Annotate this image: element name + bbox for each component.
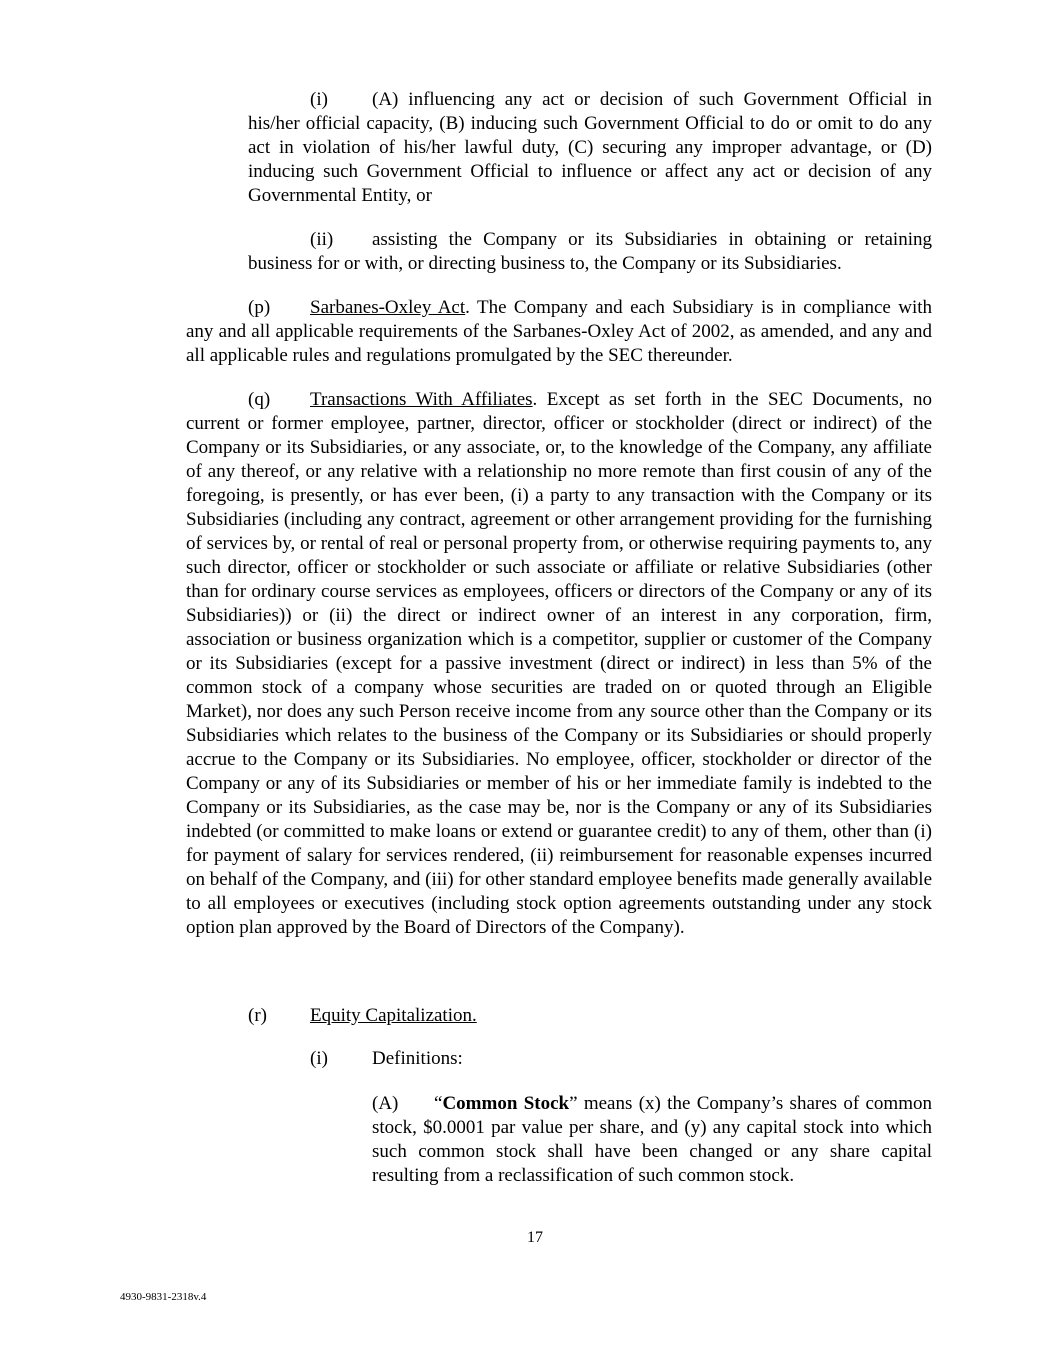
paragraph-text: Definitions: xyxy=(372,1048,463,1069)
section-heading: Sarbanes-Oxley Act xyxy=(310,297,466,318)
paragraph-o-ii xyxy=(248,228,932,276)
paragraph-number: (i) xyxy=(310,89,328,110)
section-number: (p) xyxy=(248,297,271,318)
section-heading: Transactions With Affiliates xyxy=(310,389,533,410)
page-number: 17 xyxy=(527,1229,543,1246)
section-text: . Except as set forth in the SEC Documents, no current or former employee, partner, director, officer or stockholder (direct or indirect) of the Company or its Subsidiaries, or any associate, or, to the knowledge of the Company, any affiliate of any thereof, or any relative with a relationship no more remote than first cousin of any of the foregoing, is presently, or has ever been, (i) a party to any transaction with the Company or its Subsidiaries (including any contract, agreement or other arrangement providing for the furnishing of services by, or rental of real or personal property from, or otherwise requiring payments to, any such director, officer or stockholder or such associate or affiliate or relative Subsidiaries (other than for ordinary course services as employees, officers or directors of the Company or any of its Subsidiaries)) or (ii) the direct or indirect owner of an interest in any corporation, firm, association or business organization which is a competitor, supplier or customer of the Company or its Subsidiaries (except for a passive investment (direct or indirect) in less than 5% of the common stock of a company whose securities are traded on or quoted through an Eligible Market), nor does any such Person receive income from any source other than the Company or its Subsidiaries which relates to the business of the Company or its Subsidiaries or should properly accrue to the Company or its Subsidiaries. No employee, officer, stockholder or director of the Company or any of its Subsidiaries or member of his or her immediate family is indebted to the Company or its Subsidiaries, as the case may be, nor is the Company or any of its Subsidiaries indebted (or committed to make loans or extend or guarantee credit) to any of them, other than (i) for payment of salary for services rendered, (ii) reimbursement for reasonable expenses incurred on behalf of the Company, and (iii) for other standard employee benefits made generally available to all employees or executives (including stock option agreements outstanding under any stock option plan approved by the Board of Directors of the Company). xyxy=(186,389,933,938)
section-p-sarbanes-oxley xyxy=(186,296,932,368)
document-id: 4930-9831-2318v.4 xyxy=(120,1291,207,1303)
section-text: . The Company and each Subsidiary is in compliance with any and all applicable requirements of the Sarbanes-Oxley Act of 2002, as amended, and any and all applicable rules and regulations promulgated by the SEC thereunder. xyxy=(186,297,932,366)
section-heading: Equity Capitalization. xyxy=(310,1005,477,1026)
definition-term: Common Stock xyxy=(442,1093,570,1114)
definition-text: ” means (x) the Company’s shares of common stock, $0.0001 par value per share, and (y) any capital stock into which such common stock shall have been changed or any share capital resulting from a reclassification of such common stock. xyxy=(372,1093,932,1186)
paragraph-number: (ii) xyxy=(310,229,334,250)
section-q-transactions-with-affiliates xyxy=(186,388,932,940)
paragraph-number: (i) xyxy=(310,1048,328,1069)
paragraph-text: assisting the Company or its Subsidiaries in obtaining or retaining business for or with, or directing business to, the Company or its Subsidiaries. xyxy=(248,229,932,274)
section-r-equity-capitalization xyxy=(186,1004,932,1028)
paragraph-text: (A) influencing any act or decision of such Government Official in his/her official capacity, (B) inducing such Government Official to do or omit to do any act in violation of his/her lawful duty, (C) securing any improper advantage, or (D) inducing such Government Official to influence or affect any act or decision of any Governmental Entity, or xyxy=(248,89,932,206)
paragraph-o-i xyxy=(248,88,932,208)
definition-open-quote: “ xyxy=(434,1093,443,1114)
definition-common-stock xyxy=(372,1092,932,1188)
definition-number: (A) xyxy=(372,1093,399,1114)
paragraph-r-i-definitions xyxy=(310,1047,932,1071)
section-number: (q) xyxy=(248,389,271,410)
section-number: (r) xyxy=(248,1005,267,1026)
